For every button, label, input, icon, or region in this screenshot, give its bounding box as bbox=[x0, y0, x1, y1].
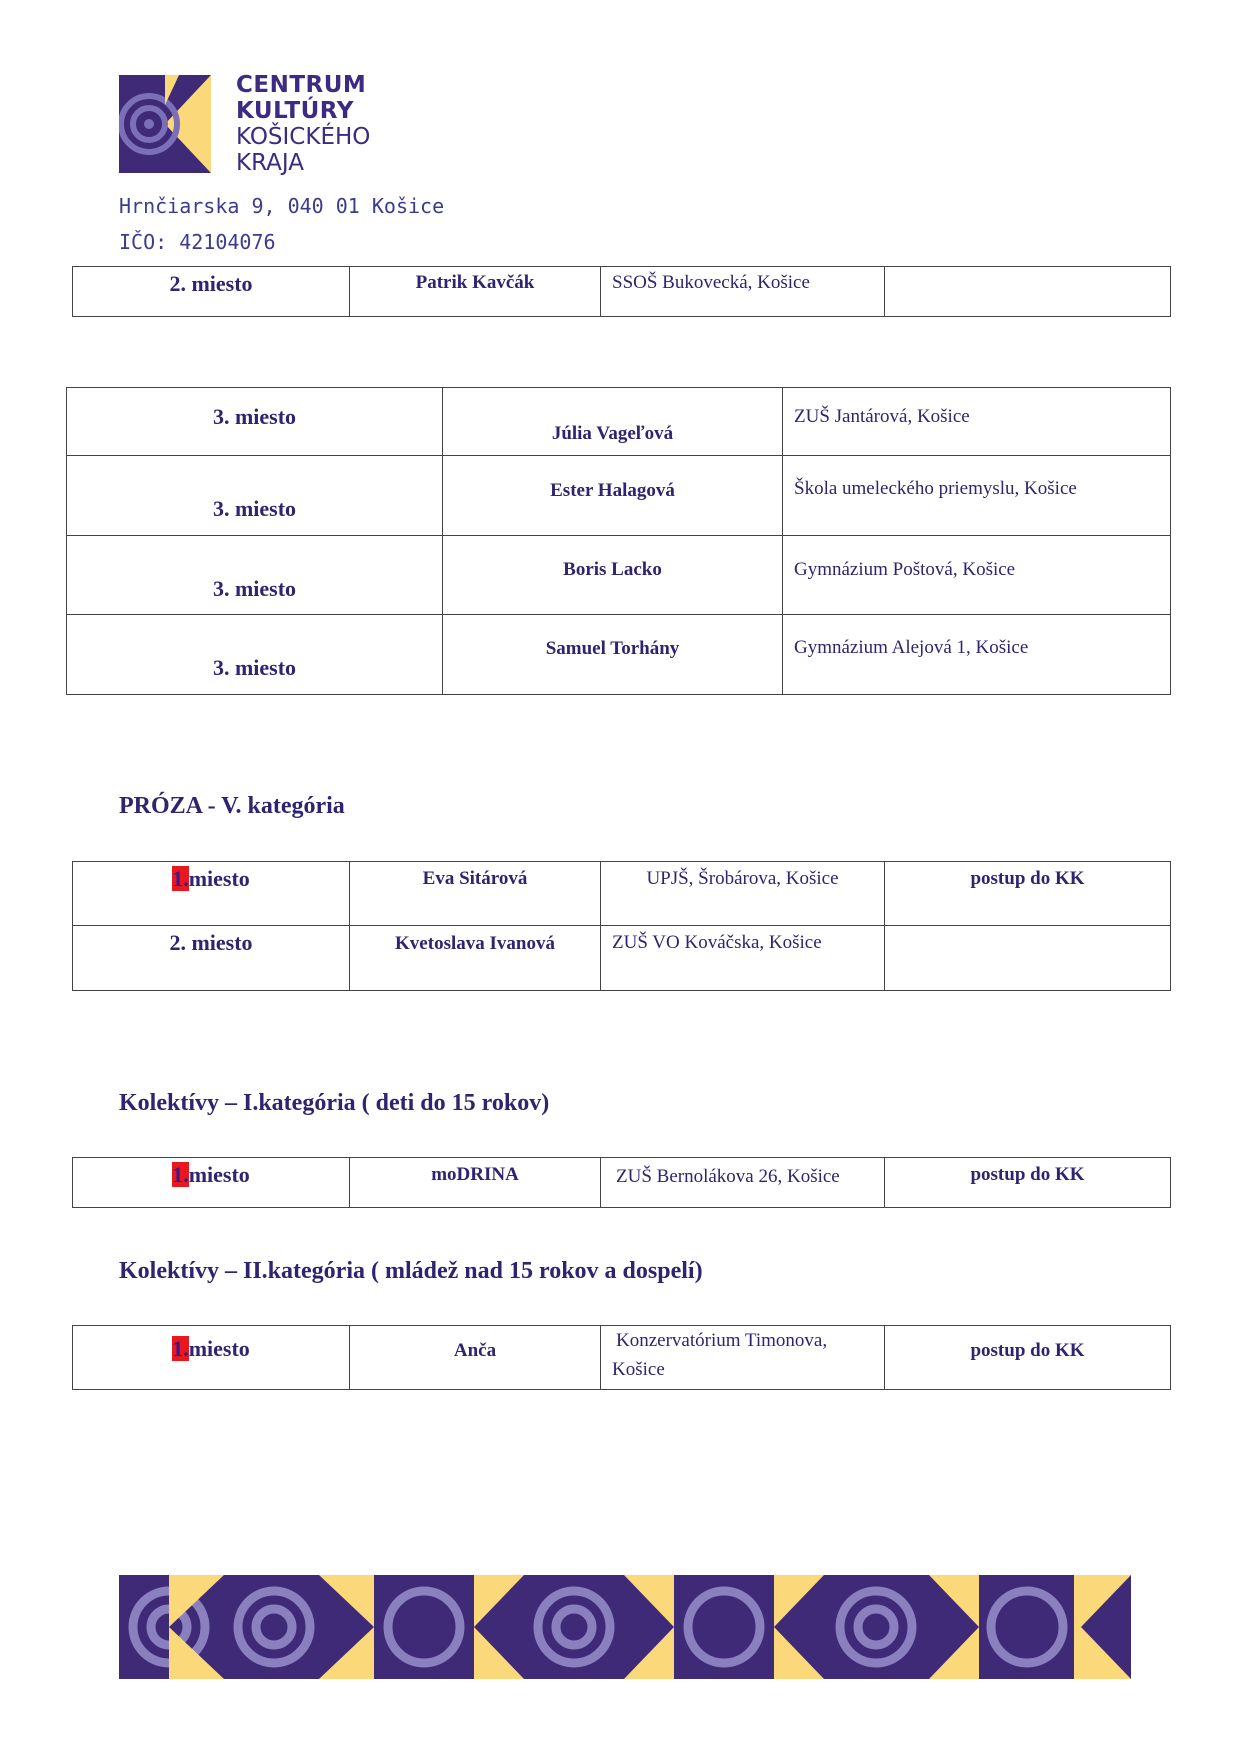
patterned-band-icon bbox=[119, 1575, 1131, 1679]
name-cell: Eva Sitárová bbox=[422, 868, 528, 889]
school-cell: ZUŠ Jantárová, Košice bbox=[794, 406, 970, 427]
school-cell: ZUŠ Bernolákova 26, Košice bbox=[616, 1166, 840, 1187]
table-row bbox=[73, 1158, 1171, 1208]
logo-line-4: KRAJA bbox=[236, 150, 304, 176]
results-table-2 bbox=[66, 387, 1171, 695]
name-cell: Júlia Vageľová bbox=[551, 423, 674, 444]
place-cell bbox=[73, 1162, 349, 1188]
school-line-1: Konzervatórium Timonova, bbox=[616, 1330, 828, 1351]
table-row bbox=[67, 536, 1171, 615]
school-cell: Gymnázium Poštová, Košice bbox=[794, 559, 1016, 580]
table-row bbox=[73, 862, 1171, 926]
section-heading-kolektivy-1: Kolektívy – I.kategória ( deti do 15 rokov) bbox=[119, 1090, 550, 1116]
logo-line-1: CENTRUM bbox=[236, 72, 367, 98]
name-cell: Samuel Torhány bbox=[545, 638, 680, 659]
school-cell: UPJŠ, Šrobárova, Košice bbox=[646, 868, 839, 889]
school-cell: Gymnázium Alejová 1, Košice bbox=[794, 637, 1029, 658]
address: Hrnčiarska 9, 040 01 Košice bbox=[119, 194, 445, 218]
advance-cell: postup do KK bbox=[970, 1340, 1085, 1361]
ico: IČO: 42104076 bbox=[119, 230, 276, 254]
school-cell: Škola umeleckého priemyslu, Košice bbox=[794, 478, 1077, 499]
place-number-highlight: 1. bbox=[172, 1162, 189, 1187]
name-cell: moDRINA bbox=[431, 1164, 519, 1185]
name-cell: Patrik Kavčák bbox=[415, 272, 535, 293]
place-cell: 3. miesto bbox=[212, 496, 297, 521]
place-word: miesto bbox=[188, 1336, 250, 1361]
section-heading-proza: PRÓZA - V. kategória bbox=[119, 793, 345, 819]
place-cell: 3. miesto bbox=[212, 655, 297, 680]
table-row bbox=[73, 1326, 1171, 1390]
place-cell: 2. miesto bbox=[169, 930, 253, 955]
results-table-1 bbox=[72, 266, 1171, 317]
school-cell: ZUŠ VO Kováčska, Košice bbox=[612, 932, 822, 953]
table-row bbox=[67, 456, 1171, 536]
table-row bbox=[67, 388, 1171, 456]
results-table-proza bbox=[72, 861, 1171, 991]
table-row bbox=[73, 267, 1171, 317]
name-cell: Boris Lacko bbox=[563, 559, 662, 580]
table-row bbox=[73, 926, 1171, 991]
section-heading-kolektivy-2: Kolektívy – II.kategória ( mládež nad 15 rokov a dospelí) bbox=[119, 1258, 703, 1284]
name-cell: Anča bbox=[453, 1340, 497, 1361]
place-word: miesto bbox=[188, 866, 250, 891]
name-cell: Ester Halagová bbox=[550, 480, 675, 501]
place-number-highlight: 1. bbox=[172, 866, 189, 891]
school-line-2: Košice bbox=[612, 1359, 665, 1380]
advance-cell: postup do KK bbox=[970, 1164, 1085, 1185]
k-logo-icon bbox=[119, 75, 211, 173]
place-cell: 3. miesto bbox=[212, 576, 297, 601]
place-cell: 2. miesto bbox=[169, 271, 253, 296]
place-cell bbox=[73, 866, 349, 892]
school-cell: SSOŠ Bukovecká, Košice bbox=[612, 272, 810, 293]
name-cell: Kvetoslava Ivanová bbox=[395, 933, 555, 954]
place-number-highlight: 1. bbox=[172, 1336, 189, 1361]
advance-cell: postup do KK bbox=[970, 868, 1085, 889]
results-table-kolektivy-2 bbox=[72, 1325, 1171, 1390]
logo-line-3: KOŠICKÉHO bbox=[236, 124, 371, 150]
school-cell bbox=[601, 1326, 884, 1384]
place-cell bbox=[73, 1336, 349, 1362]
place-word: miesto bbox=[188, 1162, 250, 1187]
results-table-kolektivy-1 bbox=[72, 1157, 1171, 1208]
logo-line-2: KULTÚRY bbox=[236, 98, 354, 124]
table-row bbox=[67, 615, 1171, 695]
logo-wordmark bbox=[236, 72, 370, 176]
place-cell: 3. miesto bbox=[212, 404, 297, 429]
